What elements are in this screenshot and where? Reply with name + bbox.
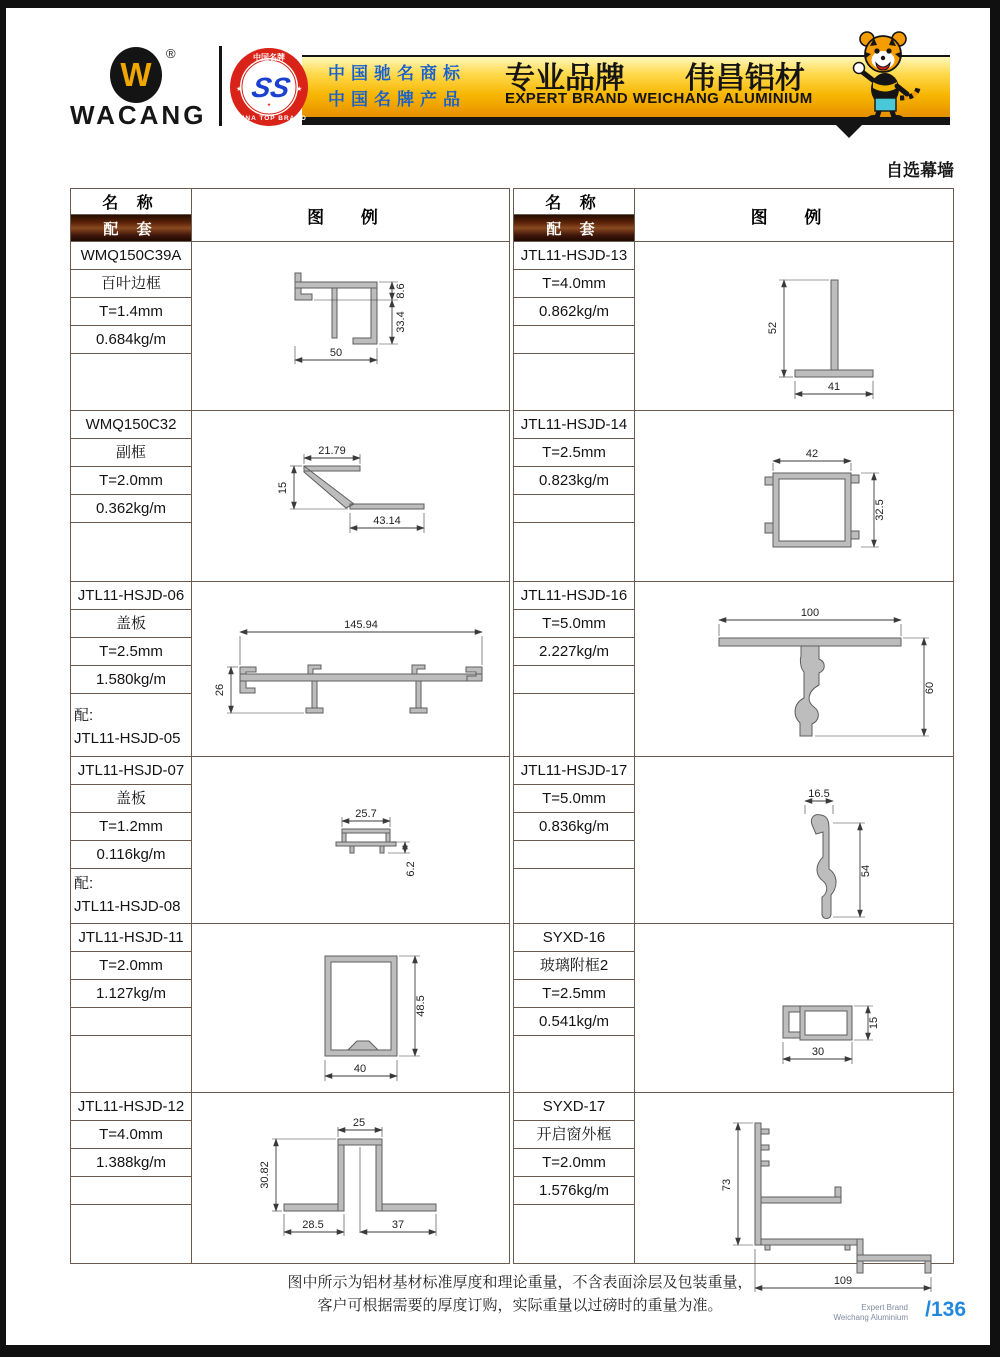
profile-thickness: T=2.5mm — [71, 637, 191, 665]
table-row — [71, 756, 509, 923]
svg-text:30: 30 — [811, 1046, 825, 1058]
profile-weight: 0.823kg/m — [514, 466, 634, 494]
banner-cn-line1: 中国驰名商标 — [328, 64, 466, 83]
footer-note-line1: 图中所示为铝材基材标准厚度和理论重量，不含表面涂层及包装重量， — [287, 1274, 753, 1291]
footer-note-line2: 客户可根据需要的厚度订购，实际重量以过磅时的重量为准。 — [317, 1296, 723, 1314]
table-row — [71, 241, 509, 410]
profile-drawing — [635, 757, 953, 923]
profile-name: 开启窗外框 — [514, 1120, 634, 1148]
profile-drawing — [192, 582, 509, 756]
profile-drawing — [192, 757, 509, 923]
profile-name: 盖板 — [71, 784, 191, 812]
profile-drawing — [192, 411, 509, 581]
banner-subtitle: EXPERT BRAND WEICHANG ALUMINIUM — [505, 90, 813, 107]
profile-drawing — [635, 924, 953, 1092]
table-header-left — [71, 189, 509, 241]
profile-weight: 0.836kg/m — [514, 812, 634, 840]
svg-text:145.94: 145.94 — [344, 619, 378, 631]
profile-name: 副框 — [71, 438, 191, 466]
profile-code: JTL11-HSJD-13 — [520, 247, 628, 264]
profile-thickness: T=2.5mm — [514, 438, 634, 466]
profile-drawing — [635, 411, 953, 581]
section-label: 自选幕墙 — [886, 161, 954, 180]
profile-drawing — [635, 582, 953, 756]
table-row — [71, 923, 509, 1092]
match-header: 配 套 — [71, 215, 191, 241]
table-row — [514, 923, 953, 1092]
svg-text:★: ★ — [296, 86, 303, 93]
svg-text:54: 54 — [860, 864, 872, 878]
profile-code: WMQ150C39A — [80, 247, 182, 264]
svg-text:48.5: 48.5 — [415, 995, 427, 1017]
match-note: 配: JTL11-HSJD-08 — [71, 868, 191, 925]
svg-text:60: 60 — [924, 681, 936, 695]
profile-code: JTL11-HSJD-11 — [78, 929, 184, 946]
profile-weight: 2.227kg/m — [514, 637, 634, 665]
name-header: 名 称 — [514, 189, 634, 215]
svg-text:★: ★ — [266, 102, 272, 107]
profile-weight: 1.576kg/m — [514, 1176, 634, 1204]
svg-text:25: 25 — [352, 1117, 366, 1129]
svg-text:43.14: 43.14 — [373, 515, 401, 527]
profile-weight: 0.362kg/m — [71, 494, 191, 522]
svg-text:30.82: 30.82 — [259, 1161, 271, 1189]
svg-text:32.5: 32.5 — [874, 499, 886, 521]
svg-text:8.6: 8.6 — [395, 283, 407, 299]
logo-wordmark: WACANG — [70, 100, 207, 130]
svg-text:40: 40 — [353, 1063, 367, 1075]
profile-code: JTL11-HSJD-16 — [520, 587, 628, 604]
profile-thickness: T=4.0mm — [514, 269, 634, 297]
svg-text:41: 41 — [827, 381, 841, 393]
name-header: 名 称 — [71, 189, 191, 215]
profile-code: JTL11-HSJD-06 — [77, 587, 185, 604]
profile-weight: 0.116kg/m — [71, 840, 191, 868]
page-number: /136 — [925, 1298, 966, 1321]
legend-header: 图 例 — [750, 207, 838, 227]
footer-note — [200, 1272, 840, 1317]
svg-text:52: 52 — [767, 321, 779, 335]
profile-weight: 1.388kg/m — [71, 1148, 191, 1176]
table-row — [71, 1092, 509, 1263]
profile-thickness: T=4.0mm — [71, 1120, 191, 1148]
banner-title: 专业品牌 伟昌铝材 — [505, 62, 805, 95]
profile-table-right — [513, 188, 954, 1287]
wacang-logo — [64, 38, 222, 135]
profile-drawing — [192, 242, 509, 410]
profile-name: 百叶边框 — [71, 269, 191, 297]
profile-code: WMQ150C32 — [85, 416, 177, 433]
profile-name: 盖板 — [71, 609, 191, 637]
svg-text:28.5: 28.5 — [302, 1219, 324, 1231]
svg-text:16.5: 16.5 — [808, 788, 830, 800]
profile-table-left — [70, 188, 510, 1264]
china-top-brand-badge — [228, 46, 310, 133]
match-note: 配: JTL11-HSJD-05 — [71, 693, 191, 756]
profile-drawing — [192, 924, 509, 1092]
profile-code: SYXD-17 — [542, 1098, 606, 1115]
profile-code: JTL11-HSJD-14 — [520, 416, 628, 433]
svg-text:15: 15 — [277, 481, 289, 495]
banner-cn-line2: 中国名牌产品 — [328, 90, 466, 109]
svg-text:★: ★ — [236, 86, 243, 93]
profile-code: JTL11-HSJD-12 — [77, 1098, 185, 1115]
profile-code: JTL11-HSJD-07 — [77, 762, 185, 779]
svg-text:33.4: 33.4 — [395, 311, 407, 333]
svg-text:100: 100 — [800, 607, 820, 619]
svg-text:6.2: 6.2 — [405, 861, 417, 877]
badge-ss-logo: SS — [249, 71, 294, 103]
svg-text:73: 73 — [721, 1178, 733, 1192]
profile-thickness: T=2.0mm — [71, 466, 191, 494]
profile-thickness: T=5.0mm — [514, 609, 634, 637]
profile-drawing — [635, 1093, 953, 1287]
table-row — [514, 1092, 953, 1287]
svg-text:21.79: 21.79 — [318, 445, 346, 457]
svg-text:25.7: 25.7 — [355, 808, 377, 820]
profile-name: 玻璃附框2 — [514, 951, 634, 979]
registered-mark: ® — [166, 46, 176, 61]
svg-text:15: 15 — [868, 1016, 880, 1030]
svg-text:26: 26 — [214, 683, 226, 697]
profile-code: JTL11-HSJD-17 — [520, 762, 628, 779]
logo-w-glyph: W — [120, 56, 152, 93]
match-header: 配 套 — [514, 215, 634, 241]
footer-brand: Expert Brand Weichang Aluminium — [833, 1303, 908, 1322]
header-divider — [219, 46, 222, 126]
svg-text:37: 37 — [391, 1219, 405, 1231]
profile-thickness: T=2.0mm — [71, 951, 191, 979]
table-row — [514, 241, 953, 410]
badge-bottom-text: CHINA TOP BRAND — [231, 115, 307, 122]
legend-header: 图 例 — [307, 207, 394, 227]
svg-text:42: 42 — [805, 448, 819, 460]
profile-drawing — [192, 1093, 509, 1263]
profile-thickness: T=2.5mm — [514, 979, 634, 1007]
table-row — [514, 756, 953, 923]
svg-text:50: 50 — [329, 347, 343, 359]
profile-weight: 0.862kg/m — [514, 297, 634, 325]
profile-weight: 1.127kg/m — [71, 979, 191, 1007]
profile-weight: 0.541kg/m — [514, 1007, 634, 1035]
table-row — [514, 410, 953, 581]
profile-thickness: T=5.0mm — [514, 784, 634, 812]
profile-thickness: T=1.4mm — [71, 297, 191, 325]
table-row — [514, 581, 953, 756]
profile-weight: 0.684kg/m — [71, 325, 191, 353]
profile-thickness: T=2.0mm — [514, 1148, 634, 1176]
svg-text:109: 109 — [833, 1275, 853, 1287]
profile-thickness: T=1.2mm — [71, 812, 191, 840]
profile-drawing — [635, 242, 953, 410]
table-header-right — [514, 189, 953, 241]
profile-weight: 1.580kg/m — [71, 665, 191, 693]
table-row — [71, 581, 509, 756]
profile-code: SYXD-16 — [542, 929, 606, 946]
tiger-mascot — [840, 26, 930, 131]
table-row — [71, 410, 509, 581]
badge-top-text: 中国名牌 — [253, 53, 285, 62]
